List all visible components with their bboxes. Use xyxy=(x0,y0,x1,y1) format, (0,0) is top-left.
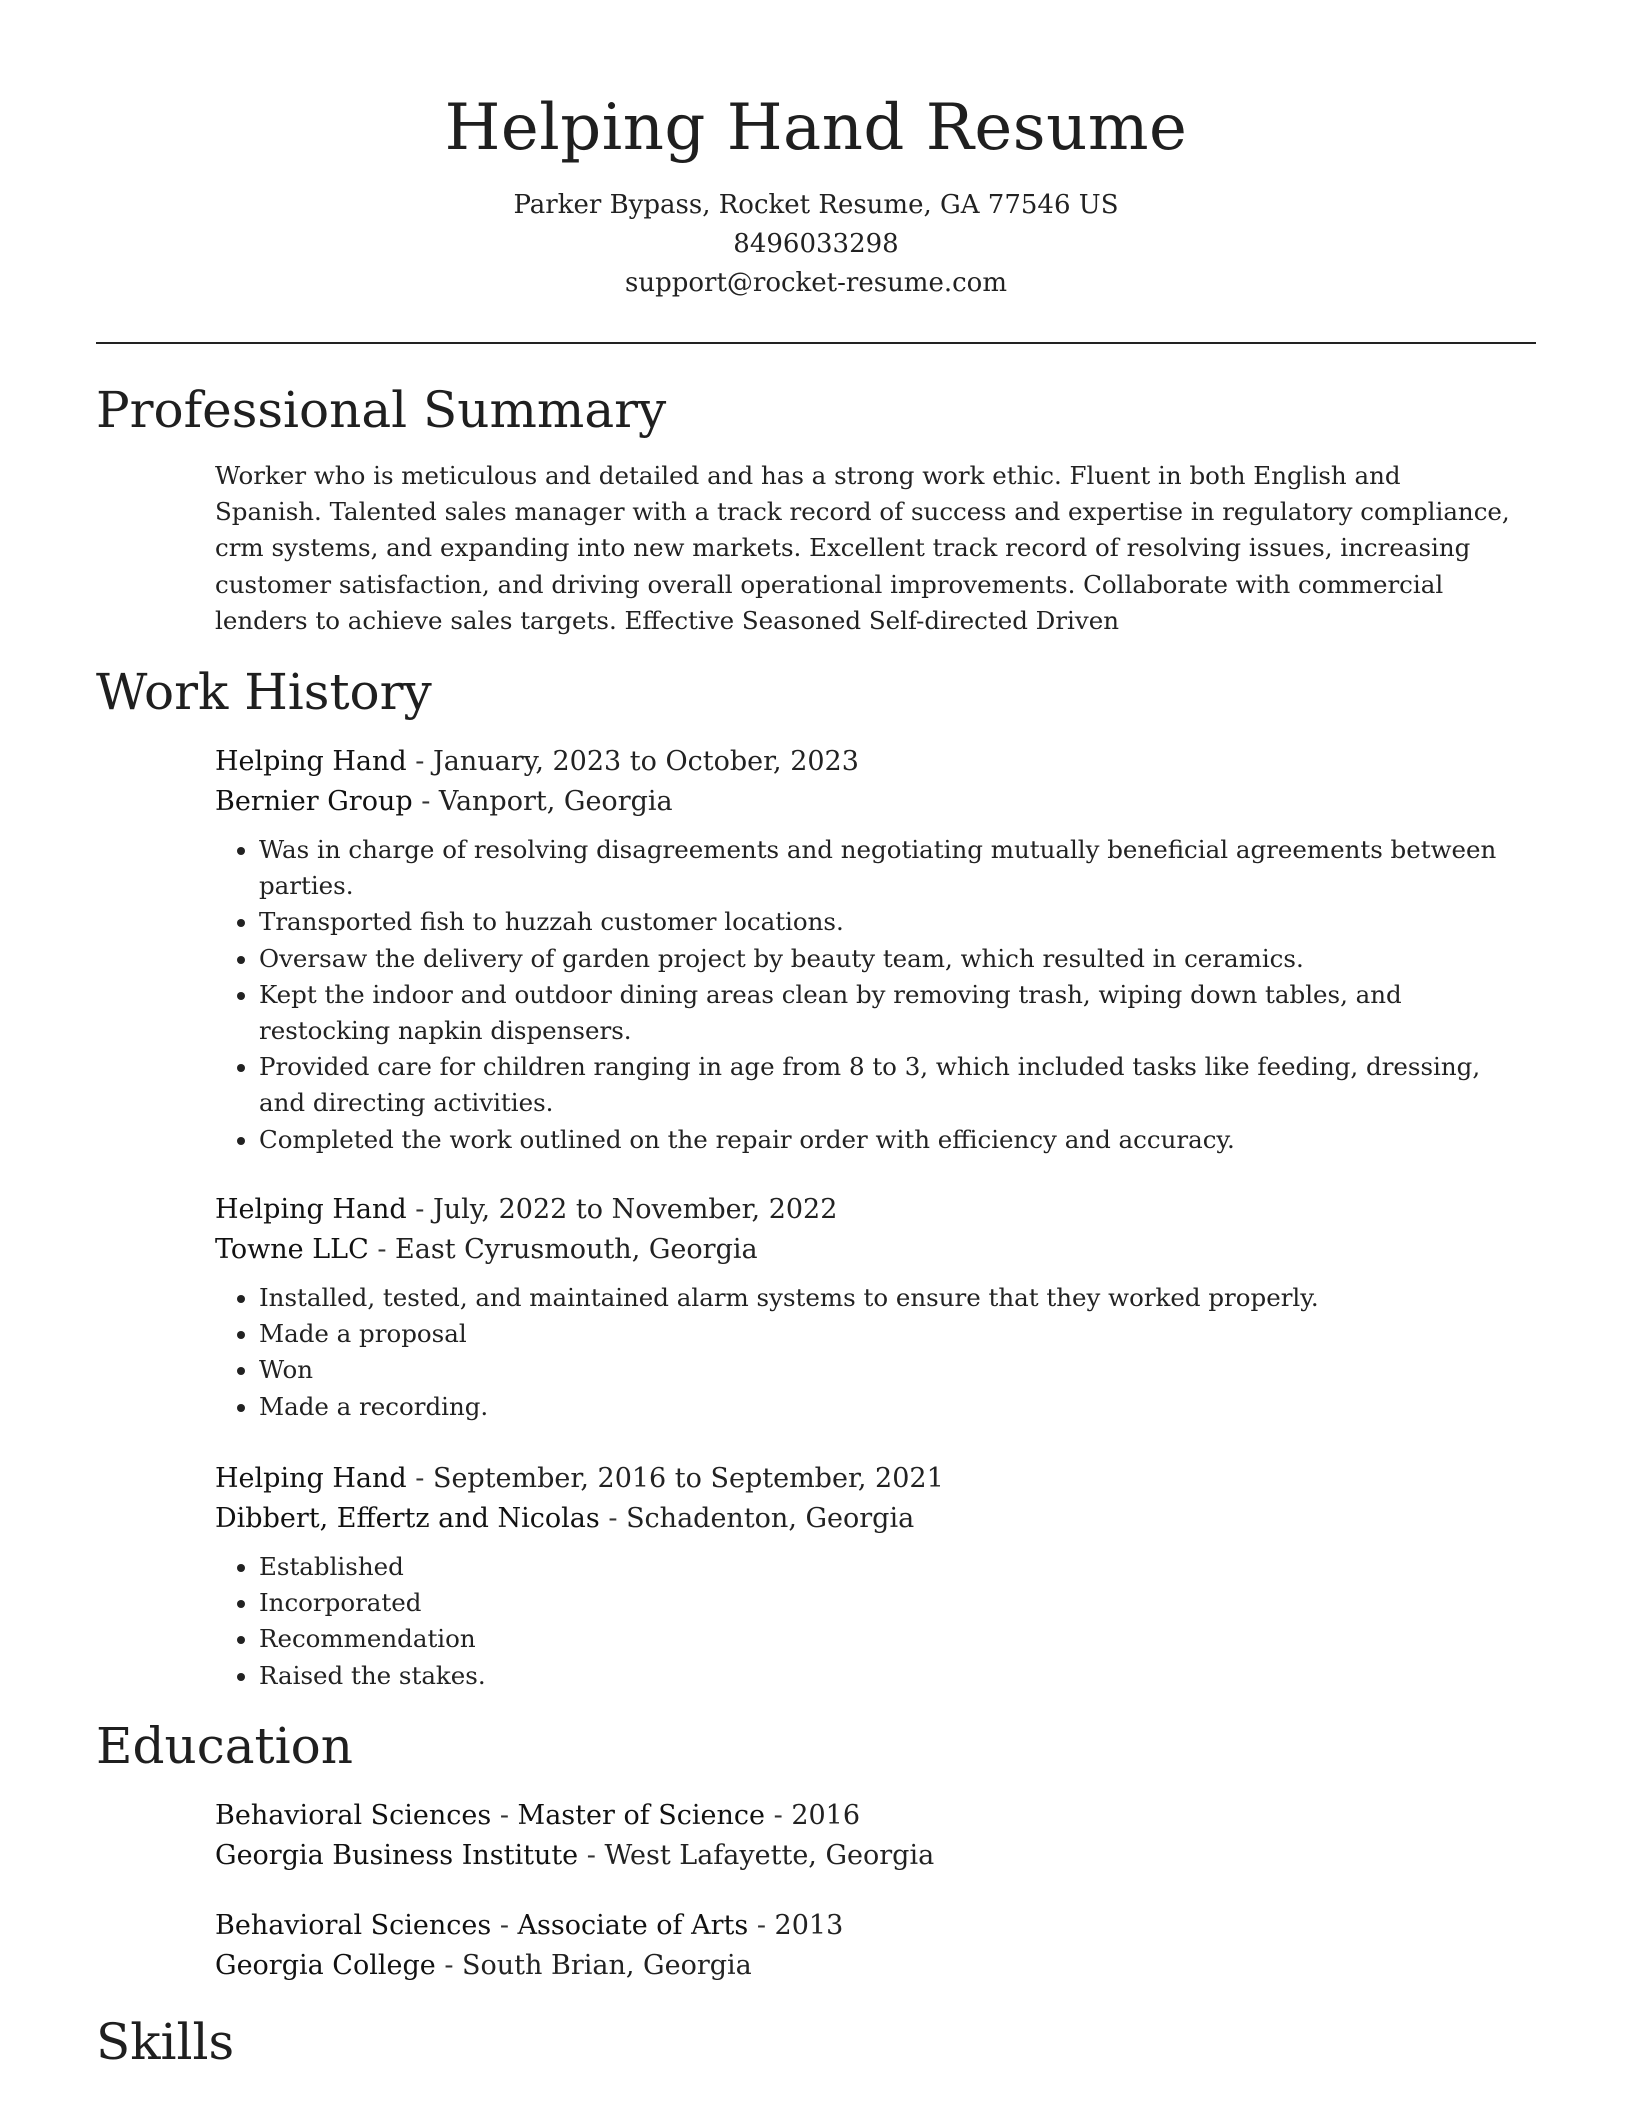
education-degree: Master of Science xyxy=(517,1800,766,1831)
contact-address: Parker Bypass, Rocket Resume, GA 77546 US xyxy=(513,190,1119,220)
education-school: Georgia College xyxy=(215,1950,436,1981)
job-bullet: • Made a recording. xyxy=(259,1389,1515,1425)
job-bullet: • Incorporated xyxy=(259,1585,1515,1621)
education-year: 2013 xyxy=(774,1910,844,1941)
separator: - xyxy=(406,1463,433,1494)
job-bullet: • Installed, tested, and maintained alarm systems to ensure that they worked properly. xyxy=(259,1280,1515,1316)
job-employer-line xyxy=(215,1230,1515,1270)
job-dates: September, 2016 to September, 2021 xyxy=(432,1463,944,1494)
education-school: Georgia Business Institute xyxy=(215,1840,579,1871)
job-bullet: • Recommendation xyxy=(259,1621,1515,1657)
job-bullet: • Transported fish to huzzah customer locations. xyxy=(259,904,1515,940)
job-bullet: • Made a proposal xyxy=(259,1316,1515,1352)
education-heading: Education xyxy=(96,1717,353,1775)
separator: - xyxy=(412,786,439,817)
education-field: Behavioral Sciences xyxy=(215,1800,492,1831)
education-degree-line xyxy=(215,1906,1515,1946)
separator: - xyxy=(748,1910,775,1941)
separator: - xyxy=(765,1800,792,1831)
job-bullet-list xyxy=(215,832,1515,1158)
education-year: 2016 xyxy=(791,1800,861,1831)
contact-block xyxy=(96,186,1536,303)
separator: - xyxy=(491,1800,518,1831)
job-bullet: • Established xyxy=(259,1549,1515,1585)
job-employer-line xyxy=(215,782,1515,822)
job-dates: January, 2023 to October, 2023 xyxy=(432,746,859,777)
job-role: Helping Hand xyxy=(215,746,407,777)
separator: - xyxy=(578,1840,605,1871)
job-bullet: • Completed the work outlined on the repair order with efficiency and accuracy. xyxy=(259,1122,1515,1158)
job-title-line xyxy=(215,1190,1515,1230)
education-entry xyxy=(215,1906,1515,1986)
separator: - xyxy=(599,1503,627,1534)
summary-text: Worker who is meticulous and detailed and has a strong work ethic. Fluent in both English and Spanish. Talented sales manager with a track record of success and expertise in regulatory compliance, crm systems, and expanding into new markets. Excellent track record of resolving issues, increasing customer satisfaction, and driving overall operational improvements. Collaborate with commercial lenders to achieve sales targets. Effective Seasoned Self-directed Driven xyxy=(215,461,1510,635)
separator: - xyxy=(368,1234,396,1265)
skills-heading: Skills xyxy=(96,2013,235,2071)
education-location: South Brian, Georgia xyxy=(462,1950,752,1981)
contact-phone: 8496033298 xyxy=(733,229,899,259)
education-school-line xyxy=(215,1946,1515,1986)
education-location: West Lafayette, Georgia xyxy=(604,1840,935,1871)
job-role: Helping Hand xyxy=(215,1463,407,1494)
job-entry xyxy=(215,1459,1515,1694)
job-bullet-list xyxy=(215,1280,1515,1425)
job-bullet-list xyxy=(215,1549,1515,1694)
job-bullet: • Oversaw the delivery of garden project by beauty team, which resulted in ceramics. xyxy=(259,941,1515,977)
resume-name: Helping Hand Resume xyxy=(444,91,1188,165)
job-dates: July, 2022 to November, 2022 xyxy=(432,1194,838,1225)
job-location: Vanport, Georgia xyxy=(438,786,673,817)
job-entry xyxy=(215,1190,1515,1425)
job-bullet: • Was in charge of resolving disagreements and negotiating mutually beneficial agreements between parties. xyxy=(259,832,1515,904)
education-school-line xyxy=(215,1836,1515,1876)
job-role: Helping Hand xyxy=(215,1194,407,1225)
job-bullet: • Provided care for children ranging in age from 8 to 3, which included tasks like feeding, dressing, and directing activities. xyxy=(259,1049,1515,1121)
job-title-line xyxy=(215,1459,1515,1499)
summary-section xyxy=(215,458,1515,639)
job-employer: Dibbert, Effertz and Nicolas xyxy=(215,1503,600,1534)
job-employer-line xyxy=(215,1499,1515,1539)
job-bullet: • Won xyxy=(259,1352,1515,1388)
resume-header xyxy=(96,84,1536,303)
work-history-heading: Work History xyxy=(96,663,432,721)
education-degree: Associate of Arts xyxy=(517,1910,749,1941)
separator: - xyxy=(435,1950,463,1981)
job-employer: Towne LLC xyxy=(215,1234,369,1265)
job-bullet: • Kept the indoor and outdoor dining areas clean by removing trash, wiping down tables, and restocking napkin dispensers. xyxy=(259,977,1515,1049)
job-location: Schadenton, Georgia xyxy=(626,1503,915,1534)
separator: - xyxy=(406,746,433,777)
education-field: Behavioral Sciences xyxy=(215,1910,492,1941)
education-entry xyxy=(215,1796,1515,1876)
job-employer: Bernier Group xyxy=(215,786,413,817)
contact-email: support@rocket-resume.com xyxy=(624,268,1007,298)
separator: - xyxy=(406,1194,433,1225)
education-degree-line xyxy=(215,1796,1515,1836)
job-bullet: • Raised the stakes. xyxy=(259,1658,1515,1694)
separator: - xyxy=(491,1910,518,1941)
job-entry xyxy=(215,742,1515,1158)
header-divider xyxy=(96,342,1536,344)
job-location: East Cyrusmouth, Georgia xyxy=(395,1234,758,1265)
summary-heading: Professional Summary xyxy=(96,381,667,439)
job-title-line xyxy=(215,742,1515,782)
